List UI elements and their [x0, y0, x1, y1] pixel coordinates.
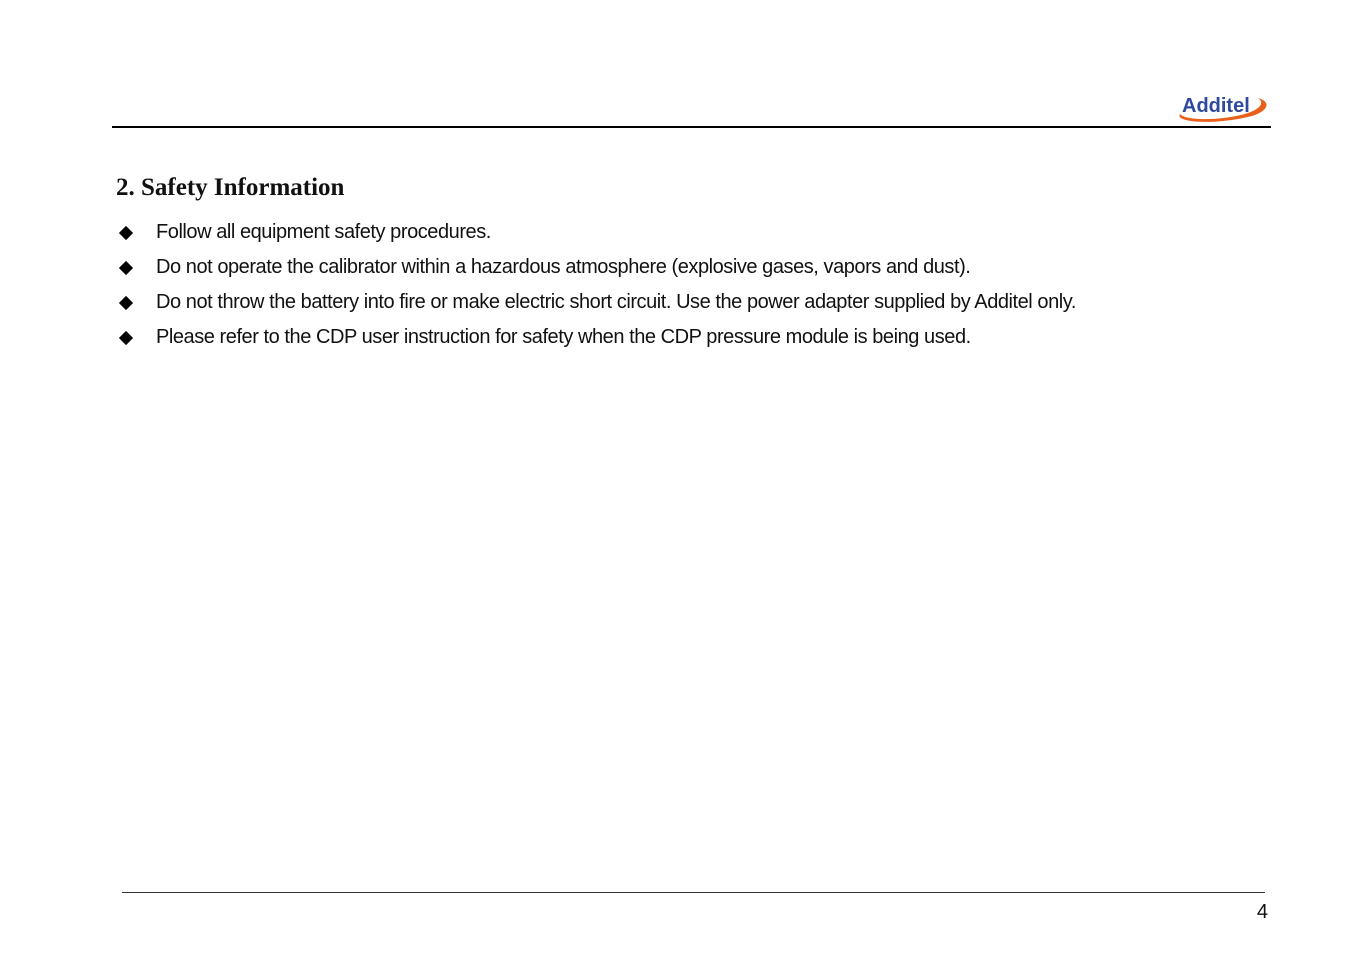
- safety-bullet-list: [118, 215, 1076, 355]
- company-logo: [1172, 88, 1270, 126]
- black-diamond-icon: [118, 328, 156, 348]
- list-item: [118, 285, 1076, 320]
- list-item: [118, 250, 1076, 285]
- header-rule: [112, 126, 1271, 128]
- black-diamond-icon: [118, 258, 156, 278]
- black-diamond-icon: [118, 223, 156, 243]
- page-number: 4: [1256, 901, 1268, 923]
- additel-logo-graphic: [1172, 88, 1270, 126]
- list-item-text: Please refer to the CDP user instruction for safety when the CDP pressure module is being used.: [156, 326, 971, 348]
- footer-rule: [122, 892, 1265, 893]
- list-item-text: Follow all equipment safety procedures.: [156, 221, 491, 243]
- list-item: [118, 320, 1076, 355]
- black-diamond-icon: [118, 293, 156, 313]
- list-item-text: Do not throw the battery into fire or make electric short circuit. Use the power adapter supplied by Additel only.: [156, 291, 1076, 313]
- list-item: [118, 215, 1076, 250]
- section-title: 2. Safety Information: [116, 174, 345, 201]
- list-item-text: Do not operate the calibrator within a hazardous atmosphere (explosive gases, vapors and dust).: [156, 256, 971, 278]
- logo-text: Additel: [1182, 95, 1250, 117]
